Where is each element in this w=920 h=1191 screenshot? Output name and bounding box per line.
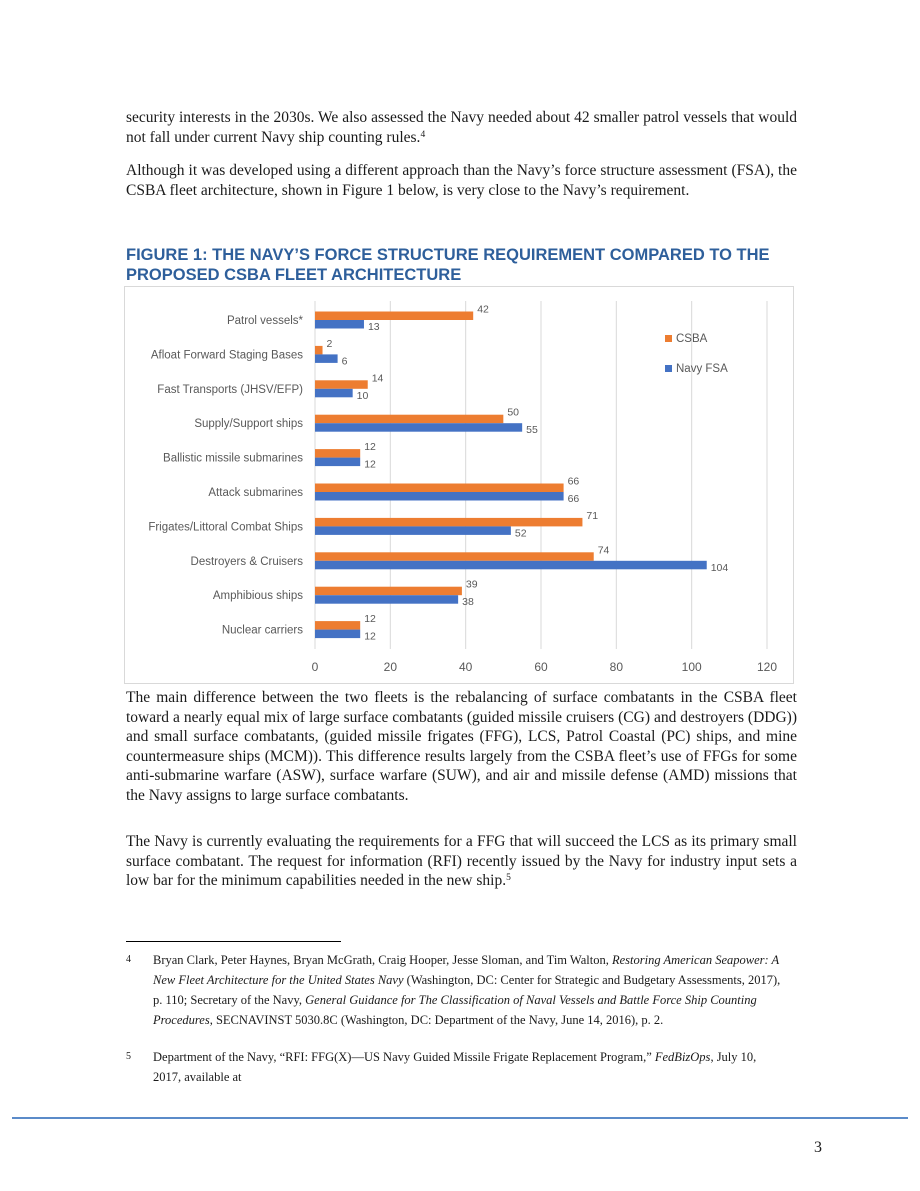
category-label: Destroyers & Cruisers (190, 555, 303, 568)
bar-csba (315, 312, 473, 321)
bar-navy-fsa (315, 320, 364, 329)
category-label: Supply/Support ships (194, 418, 303, 431)
data-label: 12 (364, 458, 376, 471)
bar-chart (124, 286, 794, 684)
footnote-4 (126, 950, 786, 1030)
bar-csba (315, 415, 503, 424)
x-tick-label: 0 (311, 660, 319, 674)
category-label: Afloat Forward Staging Bases (150, 349, 303, 362)
bar-csba (315, 449, 360, 458)
category-label: Attack submarines (208, 487, 303, 499)
footnote-title: FedBizOps (654, 1050, 711, 1064)
data-label: 10 (356, 389, 369, 402)
x-tick-label: 80 (609, 660, 624, 674)
legend-label: Navy FSA (676, 363, 728, 375)
paragraph-1 (126, 108, 797, 147)
paragraph-4 (126, 832, 797, 891)
x-tick-label: 40 (458, 660, 473, 674)
figure-title: FIGURE 1: THE NAVY’S FORCE STRUCTURE REQUIREMENT COMPARED TO THE PROPOSED CSBA FLEET ARCHITECTURE (126, 246, 770, 284)
category-label: Amphibious ships (212, 590, 303, 603)
data-label: 12 (364, 441, 376, 454)
paragraph-1-text: security interests in the 2030s. We also assessed the Navy needed about 42 smaller patrol vessels that would not fall under current Navy ship counting rules. (126, 109, 797, 146)
bar-navy-fsa (315, 561, 707, 570)
bar-navy-fsa (315, 595, 458, 604)
data-label: 71 (586, 509, 599, 522)
data-label: 12 (364, 630, 376, 643)
footnote-segment: Department of the Navy, “RFI: FFG(X)—US Navy Guided Missile Frigate Replacement Program,” (153, 1050, 655, 1064)
footnote-text (153, 1047, 786, 1087)
data-label: 42 (477, 303, 489, 316)
data-label: 50 (507, 406, 520, 419)
bar-csba (315, 518, 582, 527)
bar-csba (315, 552, 594, 561)
data-label: 39 (465, 578, 478, 591)
bar-csba (315, 484, 564, 493)
bar-csba (315, 380, 368, 389)
data-label: 12 (364, 613, 376, 626)
footnote-ref-5[interactable]: 5 (506, 873, 511, 883)
data-label: 38 (462, 596, 474, 609)
footnote-segment: , July 10, 2017, available at (153, 1050, 757, 1084)
data-label: 14 (371, 372, 384, 385)
data-label: 66 (567, 493, 580, 505)
page-footer-rule (12, 1117, 908, 1119)
data-label: 104 (710, 561, 729, 574)
footnote-5 (126, 1047, 786, 1087)
category-label: Ballistic missile submarines (163, 452, 303, 465)
data-label: 13 (367, 321, 380, 333)
category-label: Fast Transports (JHSV/EFP) (157, 383, 303, 396)
data-label: 52 (514, 527, 527, 540)
bar-navy-fsa (315, 526, 511, 535)
footnote-segment: Bryan Clark, Peter Haynes, Bryan McGrath, Craig Hooper, Jesse Sloman, and Tim Walton, (153, 953, 612, 967)
bar-navy-fsa (315, 630, 360, 639)
legend-label: CSBA (676, 333, 708, 345)
bar-navy-fsa (315, 458, 360, 467)
data-label: 66 (567, 475, 580, 488)
footnote-title: General Guidance for The Classification of Naval Vessels and Battle Force Ship Counting Procedures (153, 993, 757, 1027)
x-tick-label: 60 (534, 660, 548, 674)
footnote-number: 4 (126, 954, 131, 965)
x-tick-label: 100 (681, 660, 702, 674)
category-label: Frigates/Littoral Combat Ships (148, 521, 303, 534)
bar-navy-fsa (315, 492, 564, 501)
paragraph-4-text: The Navy is currently evaluating the requirements for a FFG that will succeed the LCS as its primary small surface combatant. The request for information (RFI) recently issued by the Navy for industry input sets a low bar for the minimum capabilities needed in the new ship. (126, 833, 797, 889)
footnote-number: 5 (126, 1051, 131, 1062)
footnote-title: Restoring American Seapower: A New Fleet Architecture for the United States Navy (153, 953, 779, 987)
x-tick-label: 120 (756, 660, 778, 674)
footnote-text (153, 950, 786, 1030)
category-label: Patrol vessels* (226, 315, 303, 327)
bar-csba (315, 587, 462, 596)
bar-navy-fsa (315, 389, 353, 398)
paragraph-2: Although it was developed using a different approach than the Navy’s force structure assessment (FSA), the CSBA fleet architecture, shown in Figure 1 below, is very close to the Navy’s requirement. (126, 162, 797, 199)
data-label: 6 (341, 355, 348, 368)
bar-navy-fsa (315, 354, 338, 363)
data-label: 55 (526, 424, 538, 437)
footnote-segment: (Washington, DC: Center for Strategic and Budgetary Assessments, 2017), p. 110; Secretary of the Navy, (153, 973, 781, 1007)
data-label: 74 (597, 544, 610, 557)
data-label: 2 (326, 337, 333, 350)
category-label: Nuclear carriers (221, 624, 303, 637)
legend-swatch (665, 335, 672, 342)
footnote-ref-4[interactable]: 4 (420, 129, 426, 140)
bar-navy-fsa (315, 423, 522, 432)
bar-csba (315, 621, 360, 630)
legend-swatch (665, 365, 672, 372)
chart-canvas (125, 287, 795, 685)
x-tick-label: 20 (383, 660, 398, 674)
bar-csba (315, 346, 323, 355)
page-number: 3 (814, 1139, 822, 1156)
footnote-divider (126, 941, 341, 942)
footnote-segment: , SECNAVINST 5030.8C (Washington, DC: Department of the Navy, June 14, 2016), p. 2. (209, 1013, 664, 1027)
paragraph-3: The main difference between the two fleets is the rebalancing of surface combatants in the CSBA fleet toward a nearly equal mix of large surface combatants (guided missile cruisers (CG) and destroyers (DDG)) and small surface combatants, (guided missile frigates (FFG), LCS, Patrol Coastal (PC) ships, and mine countermeasure ships (MCM)). This difference results largely from the CSBA fleet’s use of FFGs for some anti-submarine warfare (ASW), surface warfare (SUW), and air and missile defense (AMD) missions that the Navy assigns to large surface combatants. (126, 689, 797, 804)
